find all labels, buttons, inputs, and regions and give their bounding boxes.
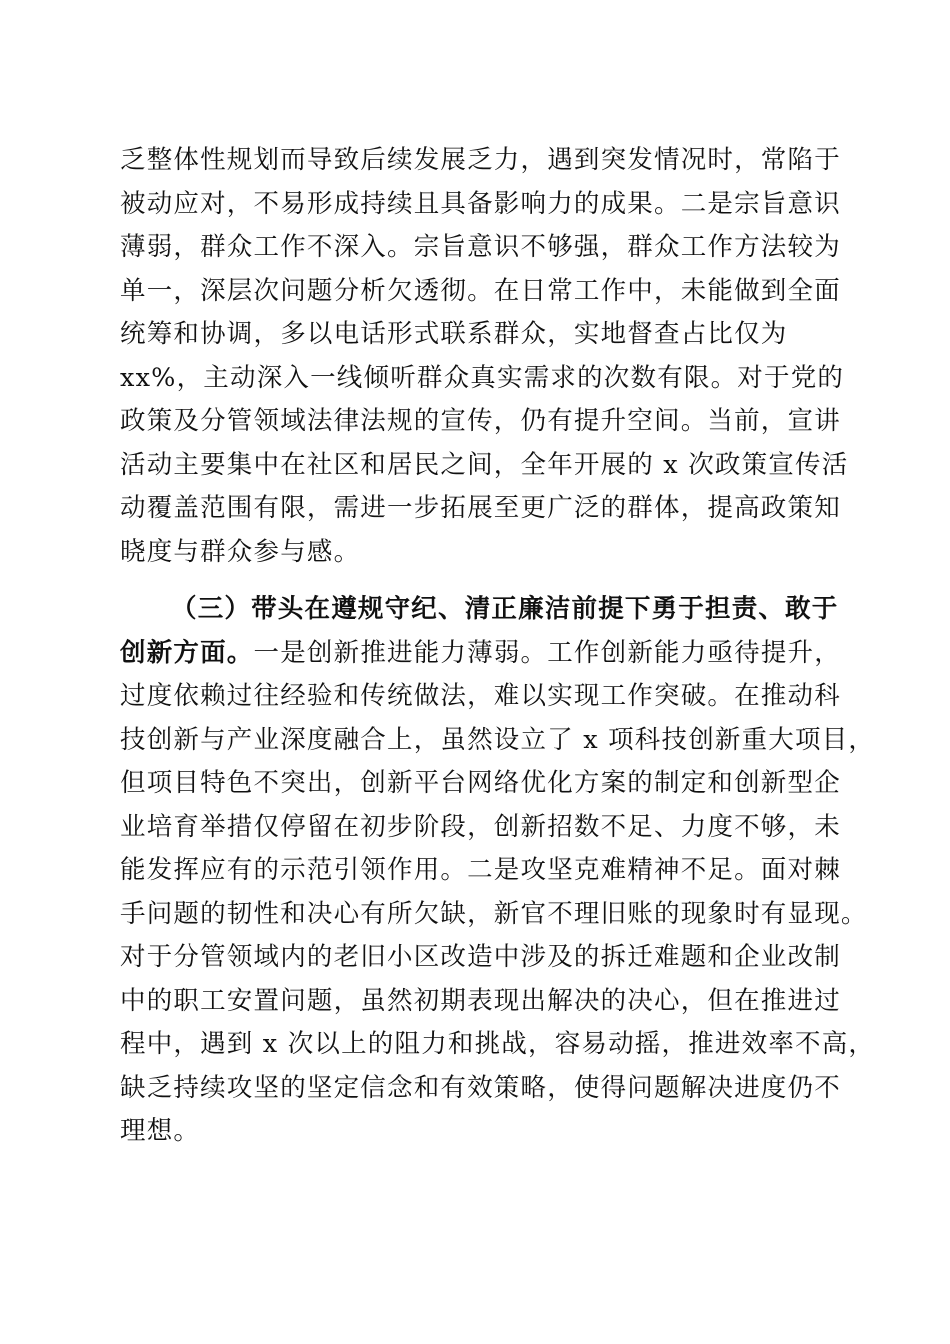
text-line: 薄弱，群众工作不深入。宗旨意识不够强，群众工作方法较为 xyxy=(120,232,841,262)
text-line: 统筹和协调，多以电话形式联系群众，实地督查占比仅为 xyxy=(120,319,788,349)
text-line: 对于分管领域内的老旧小区改造中涉及的拆迁难题和企业改制 xyxy=(120,942,841,972)
text-line: 中的职工安置问题，虽然初期表现出解决的决心，但在推进过 xyxy=(120,985,841,1016)
text-line: 过度依赖过往经验和传统做法，难以实现工作突破。在推动科 xyxy=(120,681,841,711)
text-line: 动覆盖范围有限，需进一步拓展至更广泛的群体，提高政策知 xyxy=(120,493,841,523)
text-line: 理想。 xyxy=(120,1116,201,1146)
text-line: 技创新与产业深度融合上，虽然设立了 x 项科技创新重大项目， xyxy=(120,724,876,755)
paragraph-people-work xyxy=(120,139,849,574)
text-line: 被动应对，不易形成持续且具备影响力的成果。二是宗旨意识 xyxy=(120,188,841,219)
text-line: 程中，遇到 x 次以上的阻力和挑战，容易动摇，推进效率不高， xyxy=(120,1029,876,1059)
text-line xyxy=(120,632,840,676)
text-line: 单一，深层次问题分析欠透彻。在日常工作中，未能做到全面 xyxy=(120,275,841,306)
text-line: xx%，主动深入一线倾听群众真实需求的次数有限。对于党的 xyxy=(120,362,845,393)
text-line: 政策及分管领域法律法规的宣传，仍有提升空间。当前，宣讲 xyxy=(120,406,841,436)
text-line: 缺乏持续攻坚的坚定信念和有效策略，使得问题解决进度仍不 xyxy=(120,1072,841,1103)
text-line: 活动主要集中在社区和居民之间，全年开展的 x 次政策宣传活 xyxy=(120,449,849,480)
paragraph-innovation xyxy=(120,588,876,1154)
text-line: 业培育举措仅停留在初步阶段，创新招数不足、力度不够，未 xyxy=(120,811,841,842)
text-segment: 一是创新推进能力薄弱。工作创新能力亟待提升， xyxy=(253,637,841,668)
text-line: 乏整体性规划而导致后续发展乏力，遇到突发情况时，常陷于 xyxy=(120,145,841,175)
section-heading: （三）带头在遵规守纪、清正廉洁前提下勇于担责、敢于 xyxy=(171,594,839,624)
text-line: 但项目特色不突出，创新平台网络优化方案的制定和创新型企 xyxy=(120,768,841,798)
section-heading-end: 创新方面。 xyxy=(120,637,254,668)
text-line: 晓度与群众参与感。 xyxy=(120,536,361,567)
text-line: 能发挥应有的示范引领作用。二是攻坚克难精神不足。面对棘 xyxy=(120,855,841,885)
text-line: 手问题的韧性和决心有所欠缺，新官不理旧账的现象时有显现。 xyxy=(120,898,868,929)
